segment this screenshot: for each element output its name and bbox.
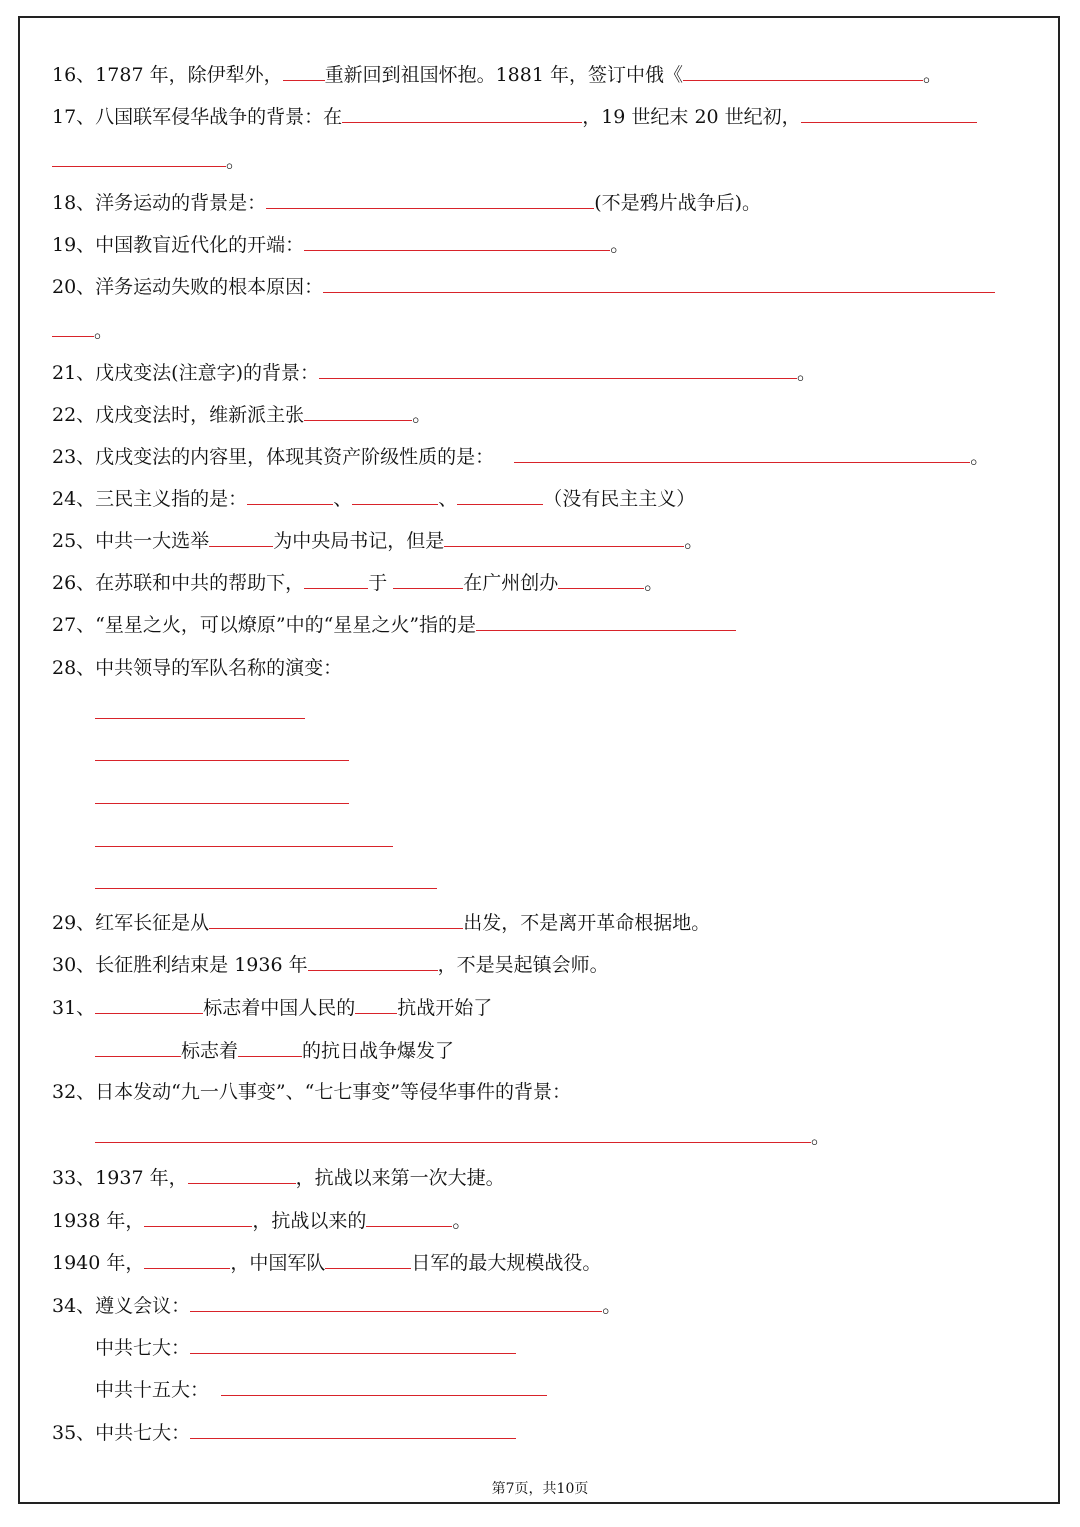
question-26 (52, 570, 663, 595)
q26-blank-2[interactable] (393, 570, 463, 589)
q34-blank-1[interactable] (190, 1293, 602, 1312)
q21-text-a: 21、戊戌变法(注意字)的背景： (52, 362, 320, 384)
q17-blank-3[interactable] (52, 148, 226, 167)
q31-blank-2[interactable] (355, 995, 397, 1014)
q26-blank-3[interactable] (558, 570, 644, 589)
q28-blank-1[interactable] (95, 718, 305, 719)
question-17 (52, 104, 977, 129)
q17-text-b: ，19 世纪末 20 世纪初， (582, 106, 801, 128)
question-33-line3 (52, 1250, 601, 1275)
q18-text-a: 18、洋务运动的背景是： (52, 192, 267, 214)
question-30 (52, 952, 609, 977)
q16-blank-2[interactable] (683, 62, 923, 81)
q16-blank-1[interactable] (283, 62, 325, 81)
q33-text-c: 1938 年， (52, 1210, 145, 1232)
q25-text-c: 。 (684, 530, 704, 552)
question-32-cont (95, 1124, 830, 1149)
q34-text-b: 。 (602, 1295, 622, 1317)
q35-blank-1[interactable] (190, 1420, 516, 1439)
question-21 (52, 360, 816, 385)
q16-text-c: 。 (922, 64, 942, 86)
q33-text-f: 1940 年， (52, 1252, 145, 1274)
q26-blank-1[interactable] (304, 570, 368, 589)
q25-blank-1[interactable] (209, 528, 273, 547)
q28-blank-2[interactable] (95, 760, 349, 761)
page-footer: 第7页，共10页 (491, 1481, 589, 1497)
q28-blank-4[interactable] (95, 846, 393, 847)
q25-blank-2[interactable] (444, 528, 684, 547)
q24-text-a: 24、三民主义指的是： (52, 488, 248, 510)
q24-text-d: （没有民主主义） (543, 488, 696, 510)
q24-blank-3[interactable] (457, 486, 543, 505)
q33-blank-2[interactable] (144, 1208, 252, 1227)
question-18 (52, 190, 761, 215)
q28-blank-3[interactable] (95, 803, 349, 804)
q18-blank-1[interactable] (266, 190, 594, 209)
question-29 (52, 910, 710, 935)
q34-text-d: 中共十五大： (95, 1379, 210, 1401)
q17-text-a: 17、八国联军侵华战争的背景：在 (52, 106, 343, 128)
q30-blank-1[interactable] (308, 952, 438, 971)
q24-blank-1[interactable] (247, 486, 333, 505)
question-33 (52, 1165, 505, 1190)
q35-text-a: 35、中共七大： (52, 1422, 191, 1444)
q30-text-a: 30、长征胜利结束是 1936 年 (52, 954, 308, 976)
q29-text-a: 29、红军长征是从 (52, 912, 210, 934)
q26-text-b: 于 (368, 572, 394, 594)
q16-text-a: 16、1787 年，除伊犁外， (52, 64, 283, 86)
question-23 (52, 444, 989, 469)
q29-blank-1[interactable] (209, 910, 463, 929)
question-22 (52, 402, 431, 427)
q30-text-b: ，不是吴起镇会师。 (437, 954, 609, 976)
q31-text-c: 抗战开始了 (397, 997, 493, 1019)
q33-text-g: ，中国军队 (230, 1252, 326, 1274)
q33-blank-5[interactable] (325, 1250, 411, 1269)
q31-text-d: 标志着 (181, 1040, 239, 1062)
question-31 (52, 995, 492, 1020)
q33-text-b: ，抗战以来第一次大捷。 (295, 1167, 505, 1189)
q20-text-b: 。 (94, 320, 114, 342)
question-16 (52, 62, 942, 87)
question-25 (52, 528, 703, 553)
q26-text-d: 。 (644, 572, 664, 594)
q25-text-a: 25、中共一大选举 (52, 530, 210, 552)
question-34-line2 (95, 1335, 516, 1360)
q25-text-b: 为中央局书记，但是 (273, 530, 445, 552)
q33-text-a: 33、1937 年， (52, 1167, 188, 1189)
q32-text-a: 32、日本发动“九一八事变”、“七七事变”等侵华事件的背景： (52, 1081, 572, 1103)
q26-text-c: 在广州创办 (463, 572, 559, 594)
q24-blank-2[interactable] (352, 486, 438, 505)
q31-blank-4[interactable] (238, 1038, 302, 1057)
question-28 (52, 656, 342, 680)
q19-blank-1[interactable] (304, 232, 610, 251)
q17-blank-2[interactable] (801, 104, 977, 123)
q33-blank-1[interactable] (188, 1165, 296, 1184)
q31-text-a: 31、 (52, 997, 96, 1019)
question-20-cont (52, 318, 113, 343)
q17-blank-1[interactable] (342, 104, 582, 123)
question-17-cont (52, 148, 245, 173)
q32-text-b: 。 (811, 1126, 831, 1148)
q33-text-e: 。 (452, 1210, 472, 1232)
q26-text-a: 26、在苏联和中共的帮助下， (52, 572, 305, 594)
q28-blank-5[interactable] (95, 888, 437, 889)
q31-blank-1[interactable] (95, 995, 203, 1014)
q19-text-b: 。 (610, 234, 630, 256)
q27-blank-1[interactable] (476, 612, 736, 631)
question-34 (52, 1293, 621, 1318)
q22-text-a: 22、戊戌变法时，维新派主张 (52, 404, 305, 426)
q20-text-a: 20、洋务运动失败的根本原因： (52, 276, 324, 298)
q20-blank-1[interactable] (323, 274, 995, 293)
q34-text-a: 34、遵义会议： (52, 1295, 191, 1317)
q22-text-b: 。 (412, 404, 432, 426)
q22-blank-1[interactable] (304, 402, 412, 421)
q33-text-h: 日军的最大规模战役。 (411, 1252, 602, 1274)
q29-text-b: 出发，不是离开革命根据地。 (463, 912, 711, 934)
question-19 (52, 232, 629, 257)
q18-text-b: (不是鸦片战争后)。 (594, 192, 762, 214)
q28-text-a: 28、中共领导的军队名称的演变： (52, 657, 343, 679)
question-35 (52, 1420, 516, 1445)
q33-blank-4[interactable] (144, 1250, 230, 1269)
q23-text-b: 。 (970, 446, 990, 468)
q24-text-b: 、 (333, 488, 353, 510)
q16-text-b: 重新回到祖国怀抱。1881 年，签订中俄《 (324, 64, 683, 86)
q33-text-d: ，抗战以来的 (252, 1210, 367, 1232)
q34-text-c: 中共七大： (95, 1337, 191, 1359)
q33-blank-3[interactable] (366, 1208, 452, 1227)
q19-text-a: 19、中国教盲近代化的开端： (52, 234, 305, 256)
q23-text-a: 23、戊戌变法的内容里，体现其资产阶级性质的是： (52, 446, 495, 468)
q34-blank-3[interactable] (221, 1377, 547, 1396)
question-20 (52, 274, 995, 299)
q20-blank-2[interactable] (52, 318, 94, 337)
q31-blank-3[interactable] (95, 1038, 181, 1057)
q31-text-b: 标志着中国人民的 (203, 997, 356, 1019)
question-34-line3 (95, 1377, 547, 1402)
q31-text-e: 的抗日战争爆发了 (302, 1040, 455, 1062)
q21-blank-1[interactable] (319, 360, 797, 379)
q32-blank-1[interactable] (95, 1124, 811, 1143)
question-32 (52, 1080, 571, 1104)
question-31-cont (95, 1038, 454, 1063)
q24-text-c: 、 (438, 488, 458, 510)
question-24 (52, 486, 695, 511)
q23-blank-1[interactable] (514, 444, 970, 463)
q34-blank-2[interactable] (190, 1335, 516, 1354)
q17-text-c: 。 (226, 150, 246, 172)
question-33-line2 (52, 1208, 471, 1233)
q21-text-b: 。 (797, 362, 817, 384)
question-27 (52, 612, 736, 637)
q27-text-a: 27、“星星之火，可以燎原”中的“星星之火”指的是 (52, 614, 477, 636)
